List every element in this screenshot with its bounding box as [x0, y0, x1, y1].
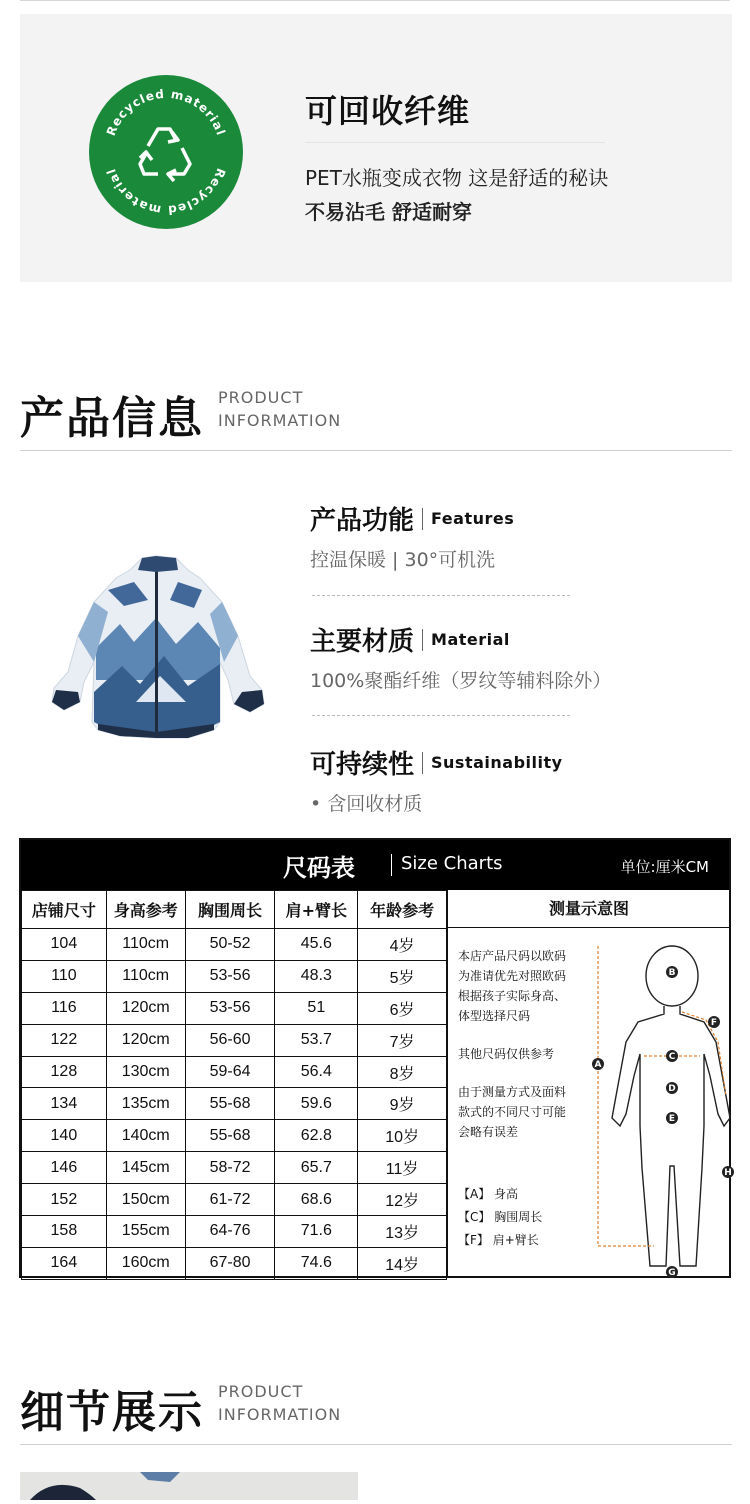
table-cell: 120cm	[106, 992, 185, 1024]
table-cell: 62.8	[275, 1120, 358, 1152]
table-cell: 64-76	[185, 1216, 275, 1248]
column-header: 胸围周长	[185, 891, 275, 929]
divider-bar	[391, 854, 392, 876]
table-cell: 9岁	[358, 1088, 447, 1120]
note-line: 本店产品尺码以欧码	[458, 949, 567, 963]
marker-label: D	[668, 1084, 676, 1094]
table-cell: 5岁	[358, 960, 447, 992]
section-divider	[20, 450, 732, 451]
table-cell: 55-68	[185, 1120, 275, 1152]
subtitle-line-2: INFORMATION	[218, 1405, 342, 1424]
table-cell: 110	[22, 960, 107, 992]
table-row	[22, 1120, 447, 1152]
section-subtitle	[218, 386, 341, 432]
table-cell: 53-56	[185, 992, 275, 1024]
size-chart-title: 尺码表	[283, 854, 355, 882]
feature-sustainability	[310, 744, 563, 816]
table-cell: 120cm	[106, 1024, 185, 1056]
column-header: 年龄参考	[358, 891, 447, 929]
feature-function	[310, 500, 514, 572]
table-cell: 158	[22, 1216, 107, 1248]
divider-bar	[422, 752, 423, 774]
legend-line: 【F】 肩+臂长	[458, 1233, 539, 1247]
banner-title: 可回收纤维	[305, 92, 471, 130]
section-subtitle	[218, 1380, 341, 1426]
table-cell: 56-60	[185, 1024, 275, 1056]
feature-material	[310, 621, 611, 693]
feature-value: • 含回收材质	[310, 793, 423, 815]
feature-name: 主要材质	[310, 627, 415, 657]
note-line: 根据孩子实际身高、	[458, 989, 567, 1003]
section-title: 细节展示	[20, 1387, 204, 1438]
table-cell: 7岁	[358, 1024, 447, 1056]
top-divider	[20, 0, 730, 1]
divider-bar	[422, 629, 423, 651]
table-cell: 8岁	[358, 1056, 447, 1088]
table-cell: 145cm	[106, 1152, 185, 1184]
body-measurement-figure-icon	[594, 946, 730, 1276]
measurement-diagram	[447, 890, 732, 1278]
size-chart-unit: 单位:厘米CM	[620, 858, 709, 876]
note-line: 体型选择尺码	[458, 1009, 531, 1023]
subtitle-line-2: INFORMATION	[218, 411, 342, 430]
note-line: 款式的不同尺寸可能	[458, 1105, 567, 1119]
table-cell: 134	[22, 1088, 107, 1120]
dashed-divider	[312, 715, 570, 716]
feature-en-label: Features	[431, 509, 515, 528]
table-cell: 68.6	[275, 1184, 358, 1216]
table-row	[22, 960, 447, 992]
table-cell: 110cm	[106, 960, 185, 992]
table-row	[22, 1152, 447, 1184]
marker-label: H	[724, 1168, 732, 1178]
table-cell: 45.6	[275, 929, 358, 961]
table-cell: 50-52	[185, 929, 275, 961]
marker-label: F	[710, 1018, 718, 1028]
table-cell: 164	[22, 1247, 107, 1279]
table-row	[22, 1088, 447, 1120]
table-cell: 140	[22, 1120, 107, 1152]
table-cell: 160cm	[106, 1247, 185, 1279]
marker-label: E	[668, 1114, 676, 1124]
table-cell: 150cm	[106, 1184, 185, 1216]
table-row	[22, 1024, 447, 1056]
table-cell: 56.4	[275, 1056, 358, 1088]
table-cell: 122	[22, 1024, 107, 1056]
recycled-material-badge-icon	[88, 74, 244, 230]
table-row	[22, 929, 447, 961]
feature-name: 产品功能	[310, 506, 415, 536]
table-cell: 59.6	[275, 1088, 358, 1120]
table-cell: 128	[22, 1056, 107, 1088]
table-cell: 12岁	[358, 1184, 447, 1216]
table-row	[22, 1247, 447, 1279]
banner-line-1: PET水瓶变成衣物 这是舒适的秘诀	[305, 166, 609, 190]
table-cell: 58-72	[185, 1152, 275, 1184]
section-divider	[20, 1444, 732, 1445]
banner-divider	[305, 142, 605, 143]
subtitle-line-1: PRODUCT	[218, 1382, 304, 1401]
table-cell: 53-56	[185, 960, 275, 992]
table-cell: 116	[22, 992, 107, 1024]
marker-label: C	[668, 1052, 676, 1062]
feature-name: 可持续性	[310, 750, 415, 780]
table-cell: 6岁	[358, 992, 447, 1024]
marker-label: G	[668, 1268, 676, 1278]
column-header: 肩+臂长	[275, 891, 358, 929]
detail-photo	[20, 1472, 358, 1500]
legend-line: 【C】 胸围周长	[458, 1210, 543, 1224]
size-table	[21, 890, 447, 1280]
table-cell: 135cm	[106, 1088, 185, 1120]
legend-line: 【A】 身高	[458, 1187, 519, 1201]
badge-text-bottom: Recycled material	[103, 166, 229, 218]
table-cell: 65.7	[275, 1152, 358, 1184]
table-cell: 140cm	[106, 1120, 185, 1152]
product-jacket-image	[38, 552, 268, 742]
detail-header	[20, 1376, 732, 1446]
product-info-header	[20, 382, 732, 452]
badge-text-top: Recycled material	[103, 86, 229, 138]
column-header: 店铺尺寸	[22, 891, 107, 929]
table-cell: 67-80	[185, 1247, 275, 1279]
table-cell: 130cm	[106, 1056, 185, 1088]
recycled-banner	[20, 14, 732, 282]
table-cell: 59-64	[185, 1056, 275, 1088]
marker-label: A	[594, 1060, 602, 1070]
table-cell: 13岁	[358, 1216, 447, 1248]
table-cell: 155cm	[106, 1216, 185, 1248]
feature-value: 控温保暖 | 30°可机洗	[310, 549, 496, 571]
table-cell: 152	[22, 1184, 107, 1216]
marker-label: B	[668, 968, 676, 978]
size-chart	[19, 838, 731, 1278]
subtitle-line-1: PRODUCT	[218, 388, 304, 407]
table-cell: 10岁	[358, 1120, 447, 1152]
table-cell: 71.6	[275, 1216, 358, 1248]
table-cell: 74.6	[275, 1247, 358, 1279]
table-cell: 104	[22, 929, 107, 961]
feature-en-label: Sustainability	[431, 753, 563, 772]
detail-photo-crop	[20, 1472, 358, 1500]
diagram-title: 测量示意图	[448, 890, 730, 928]
size-chart-title-en: Size Charts	[401, 853, 503, 874]
table-cell: 14岁	[358, 1247, 447, 1279]
size-chart-header	[21, 840, 729, 890]
table-cell: 53.7	[275, 1024, 358, 1056]
banner-line-2: 不易沾毛 舒适耐穿	[305, 200, 472, 224]
table-cell: 4岁	[358, 929, 447, 961]
table-header-row	[22, 891, 447, 929]
dashed-divider	[312, 595, 570, 596]
table-cell: 51	[275, 992, 358, 1024]
column-header: 身高参考	[106, 891, 185, 929]
note-line: 为准请优先对照欧码	[458, 969, 567, 983]
table-cell: 11岁	[358, 1152, 447, 1184]
table-cell: 55-68	[185, 1088, 275, 1120]
note-line: 其他尺码仅供参考	[458, 1047, 555, 1061]
divider-bar	[422, 508, 423, 530]
note-line: 会略有误差	[458, 1125, 519, 1139]
section-title: 产品信息	[20, 393, 204, 444]
feature-value: 100%聚酯纤维（罗纹等辅料除外）	[310, 670, 612, 692]
feature-en-label: Material	[431, 630, 510, 649]
table-row	[22, 1056, 447, 1088]
table-cell: 61-72	[185, 1184, 275, 1216]
table-row	[22, 1184, 447, 1216]
table-cell: 48.3	[275, 960, 358, 992]
table-row	[22, 1216, 447, 1248]
table-cell: 146	[22, 1152, 107, 1184]
table-cell: 110cm	[106, 929, 185, 961]
note-line: 由于测量方式及面料	[458, 1085, 567, 1099]
table-row	[22, 992, 447, 1024]
